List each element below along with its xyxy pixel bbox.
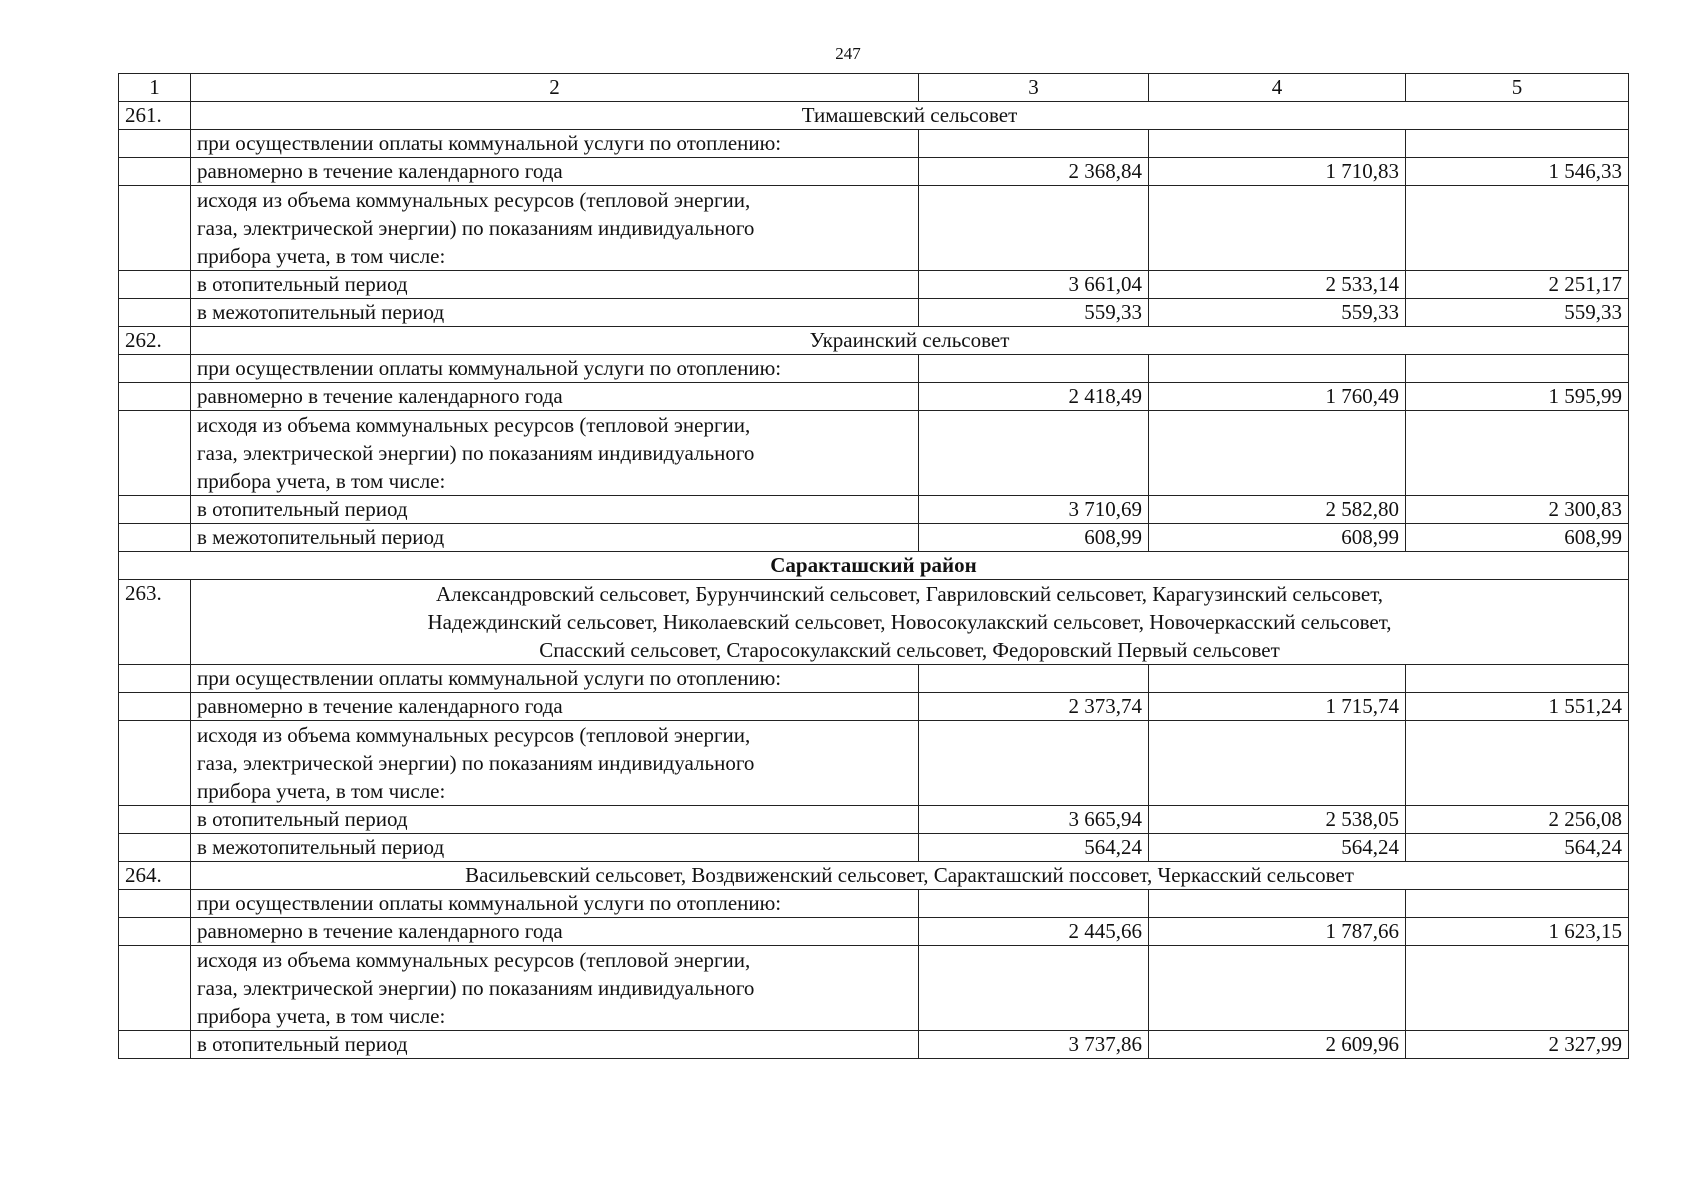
settlement-name-line: Надеждинский сельсовет, Николаевский сельсовет, Новосокулакский сельсовет, Новочеркасский сельсовет, xyxy=(427,610,1392,634)
row-number: 261. xyxy=(119,102,191,130)
value-cell: 2 327,99 xyxy=(1406,1031,1629,1059)
value-cell: 2 256,08 xyxy=(1406,806,1629,834)
settlement-name: Украинский сельсовет xyxy=(191,327,1629,355)
table-row xyxy=(119,1031,1629,1059)
value-cell: 564,24 xyxy=(919,834,1149,862)
value-cell: 608,99 xyxy=(919,524,1149,552)
settlement-name xyxy=(191,580,1629,665)
row-label-line: прибора учета, в том числе: xyxy=(197,779,446,803)
row-label-line: газа, электрической энергии) по показаниям индивидуального xyxy=(197,976,755,1000)
table-row xyxy=(119,918,1629,946)
row-label: при осуществлении оплаты коммунальной услуги по отоплению: xyxy=(191,355,919,383)
value-cell: 1 710,83 xyxy=(1149,158,1406,186)
row-label: в отопительный период xyxy=(191,496,919,524)
table-row xyxy=(119,496,1629,524)
row-label: в отопительный период xyxy=(191,271,919,299)
value-cell: 1 715,74 xyxy=(1149,693,1406,721)
table-row xyxy=(119,130,1629,158)
row-number: 264. xyxy=(119,862,191,890)
column-header: 4 xyxy=(1149,74,1406,102)
table-row xyxy=(119,383,1629,411)
tariff-table xyxy=(118,73,1629,1059)
value-cell: 559,33 xyxy=(1149,299,1406,327)
settlement-name: Тимашевский сельсовет xyxy=(191,102,1629,130)
value-cell: 2 251,17 xyxy=(1406,271,1629,299)
row-label-line: исходя из объема коммунальных ресурсов (тепловой энергии, xyxy=(197,188,751,212)
row-label: равномерно в течение календарного года xyxy=(191,918,919,946)
value-cell: 2 582,80 xyxy=(1149,496,1406,524)
row-number: 263. xyxy=(119,580,191,665)
value-cell: 3 737,86 xyxy=(919,1031,1149,1059)
table-row xyxy=(119,271,1629,299)
value-cell: 564,24 xyxy=(1149,834,1406,862)
table-row xyxy=(119,946,1629,1031)
value-cell: 1 546,33 xyxy=(1406,158,1629,186)
value-cell: 559,33 xyxy=(919,299,1149,327)
row-label-line: исходя из объема коммунальных ресурсов (тепловой энергии, xyxy=(197,948,751,972)
row-label: в отопительный период xyxy=(191,1031,919,1059)
value-cell: 1 787,66 xyxy=(1149,918,1406,946)
column-header: 5 xyxy=(1406,74,1629,102)
value-cell: 564,24 xyxy=(1406,834,1629,862)
table-row xyxy=(119,299,1629,327)
value-cell: 2 368,84 xyxy=(919,158,1149,186)
value-cell: 559,33 xyxy=(1406,299,1629,327)
row-label-line: прибора учета, в том числе: xyxy=(197,469,446,493)
value-cell: 2 418,49 xyxy=(919,383,1149,411)
row-number: 262. xyxy=(119,327,191,355)
value-cell: 1 551,24 xyxy=(1406,693,1629,721)
row-label-line: исходя из объема коммунальных ресурсов (тепловой энергии, xyxy=(197,413,751,437)
value-cell: 2 609,96 xyxy=(1149,1031,1406,1059)
value-cell: 2 538,05 xyxy=(1149,806,1406,834)
settlement-name: Васильевский сельсовет, Воздвиженский сельсовет, Саракташский поссовет, Черкасский сельсовет xyxy=(191,862,1629,890)
row-label-multiline xyxy=(191,946,919,1031)
region-header-row xyxy=(119,552,1629,580)
row-label: равномерно в течение календарного года xyxy=(191,158,919,186)
row-label-line: исходя из объема коммунальных ресурсов (тепловой энергии, xyxy=(197,723,751,747)
value-cell: 3 665,94 xyxy=(919,806,1149,834)
row-label-multiline xyxy=(191,186,919,271)
table-row xyxy=(119,411,1629,496)
table-row xyxy=(119,693,1629,721)
value-cell: 2 300,83 xyxy=(1406,496,1629,524)
section-title-row xyxy=(119,862,1629,890)
table-row xyxy=(119,524,1629,552)
row-label: при осуществлении оплаты коммунальной услуги по отоплению: xyxy=(191,130,919,158)
settlement-name-line: Александровский сельсовет, Бурунчинский сельсовет, Гавриловский сельсовет, Карагузинский сельсовет, xyxy=(435,582,1384,606)
column-header: 1 xyxy=(119,74,191,102)
row-label-line: прибора учета, в том числе: xyxy=(197,244,446,268)
table-row xyxy=(119,721,1629,806)
row-label-line: газа, электрической энергии) по показаниям индивидуального xyxy=(197,441,755,465)
table-row xyxy=(119,890,1629,918)
table-row xyxy=(119,158,1629,186)
row-label: равномерно в течение календарного года xyxy=(191,693,919,721)
column-header: 3 xyxy=(919,74,1149,102)
row-label: в межотопительный период xyxy=(191,524,919,552)
column-header-row xyxy=(119,74,1629,102)
value-cell: 1 595,99 xyxy=(1406,383,1629,411)
section-title-row xyxy=(119,580,1629,665)
table-row xyxy=(119,665,1629,693)
section-title-row xyxy=(119,327,1629,355)
table-row xyxy=(119,186,1629,271)
row-label-line: прибора учета, в том числе: xyxy=(197,1004,446,1028)
table-row xyxy=(119,355,1629,383)
row-label-multiline xyxy=(191,411,919,496)
row-label: в межотопительный период xyxy=(191,299,919,327)
row-label: равномерно в течение календарного года xyxy=(191,383,919,411)
row-label: при осуществлении оплаты коммунальной услуги по отоплению: xyxy=(191,665,919,693)
table-row xyxy=(119,834,1629,862)
row-label-line: газа, электрической энергии) по показаниям индивидуального xyxy=(197,216,755,240)
region-title: Саракташский район xyxy=(119,552,1629,580)
value-cell: 608,99 xyxy=(1406,524,1629,552)
value-cell: 3 710,69 xyxy=(919,496,1149,524)
value-cell: 1 760,49 xyxy=(1149,383,1406,411)
row-label-line: газа, электрической энергии) по показаниям индивидуального xyxy=(197,751,755,775)
row-label: при осуществлении оплаты коммунальной услуги по отоплению: xyxy=(191,890,919,918)
section-title-row xyxy=(119,102,1629,130)
row-label: в отопительный период xyxy=(191,806,919,834)
settlement-name-line: Спасский сельсовет, Старосокулакский сельсовет, Федоровский Первый сельсовет xyxy=(539,638,1280,662)
value-cell: 2 373,74 xyxy=(919,693,1149,721)
value-cell: 3 661,04 xyxy=(919,271,1149,299)
column-header: 2 xyxy=(191,74,919,102)
table-row xyxy=(119,806,1629,834)
value-cell: 1 623,15 xyxy=(1406,918,1629,946)
row-label-multiline xyxy=(191,721,919,806)
value-cell: 2 445,66 xyxy=(919,918,1149,946)
row-label: в межотопительный период xyxy=(191,834,919,862)
page-number: 247 xyxy=(835,44,861,63)
value-cell: 608,99 xyxy=(1149,524,1406,552)
value-cell: 2 533,14 xyxy=(1149,271,1406,299)
